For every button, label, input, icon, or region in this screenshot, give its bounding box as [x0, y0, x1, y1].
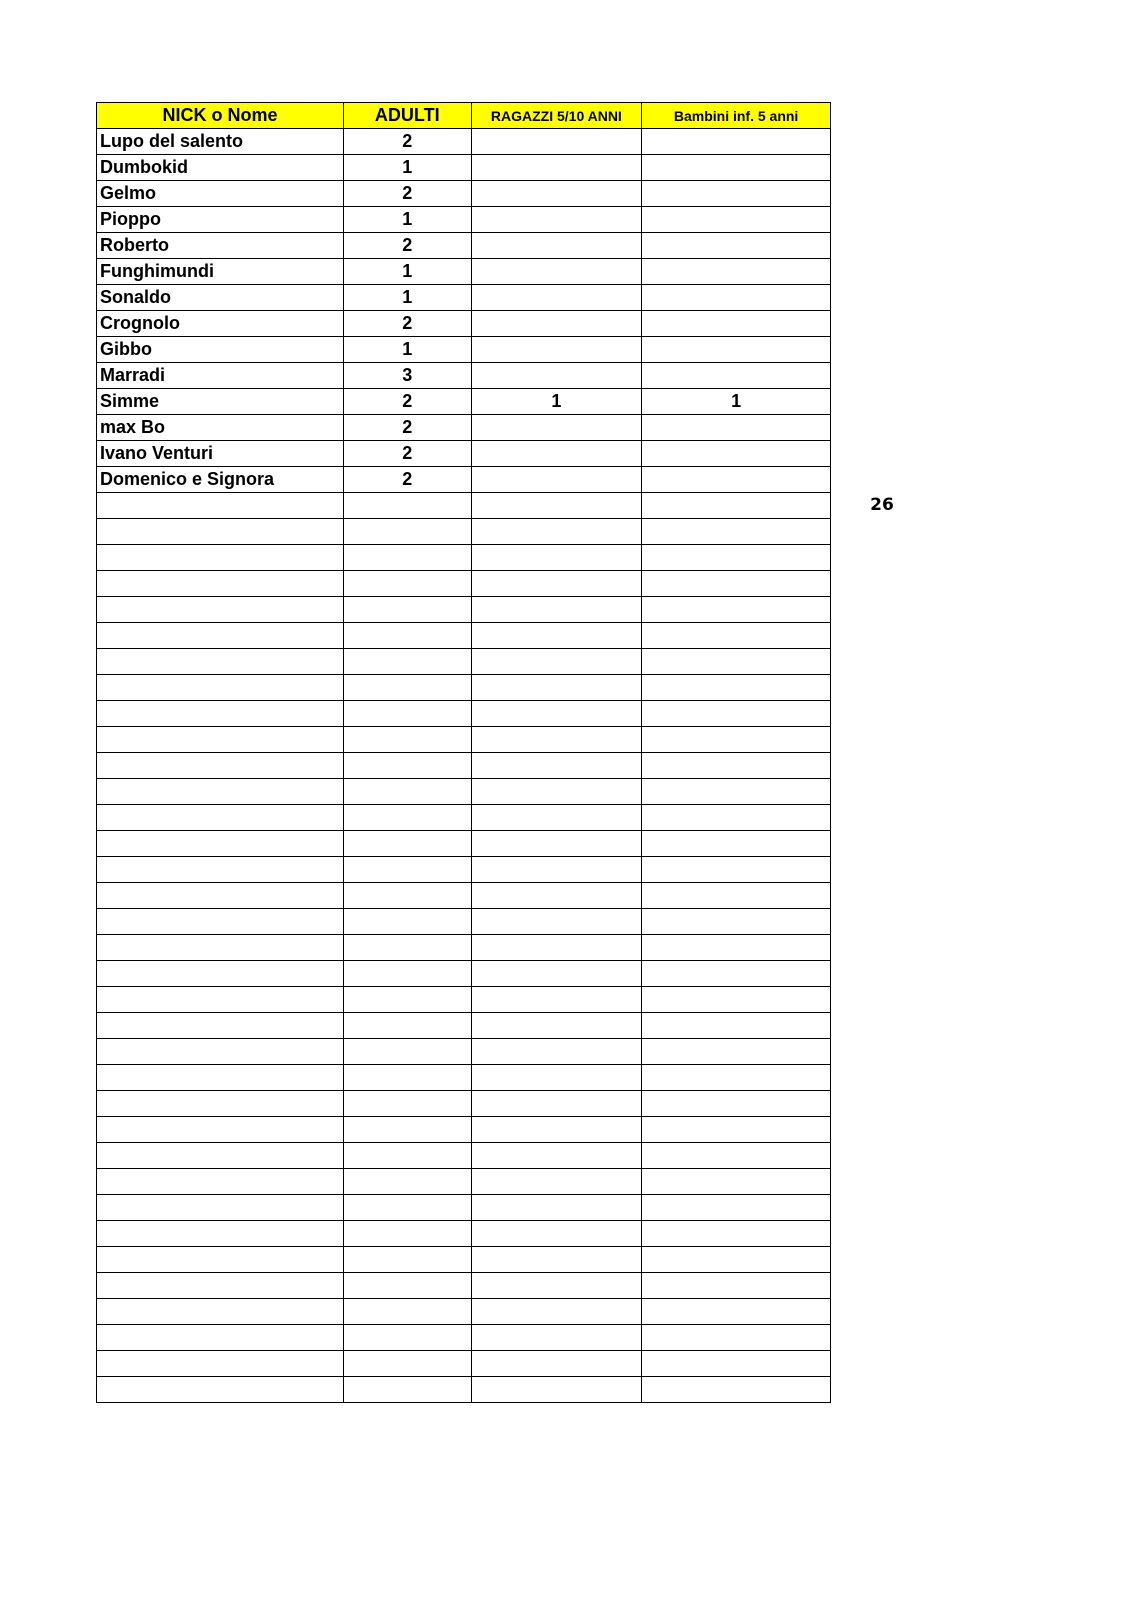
cell-bambini [642, 467, 831, 493]
cell-ragazzi-empty [471, 1221, 642, 1247]
empty-table-row [97, 1065, 831, 1091]
cell-name-empty [97, 1143, 344, 1169]
cell-ragazzi-empty [471, 1195, 642, 1221]
cell-ragazzi [471, 337, 642, 363]
cell-ragazzi [471, 285, 642, 311]
empty-table-row [97, 1273, 831, 1299]
cell-adulti-empty [344, 623, 472, 649]
cell-ragazzi-empty [471, 545, 642, 571]
header-row [97, 103, 831, 129]
empty-table-row [97, 1143, 831, 1169]
cell-ragazzi [471, 155, 642, 181]
cell-name-empty [97, 545, 344, 571]
empty-table-row [97, 1039, 831, 1065]
empty-table-row [97, 1091, 831, 1117]
cell-name-empty [97, 1377, 344, 1403]
cell-bambini-empty [642, 779, 831, 805]
cell-adulti-empty [344, 597, 472, 623]
cell-bambini-empty [642, 1221, 831, 1247]
cell-bambini-empty [642, 805, 831, 831]
cell-name-empty [97, 779, 344, 805]
cell-name: Domenico e Signora [97, 467, 344, 493]
cell-adulti-empty [344, 805, 472, 831]
cell-bambini-empty [642, 1299, 831, 1325]
table-row [97, 415, 831, 441]
cell-ragazzi-empty [471, 1013, 642, 1039]
attendance-table [96, 102, 831, 1403]
cell-bambini-empty [642, 1195, 831, 1221]
cell-adulti-empty [344, 1143, 472, 1169]
cell-name-empty [97, 805, 344, 831]
empty-table-row [97, 545, 831, 571]
cell-adulti-empty [344, 519, 472, 545]
cell-adulti-empty [344, 1065, 472, 1091]
cell-adulti-empty [344, 1039, 472, 1065]
cell-adulti-empty [344, 571, 472, 597]
cell-ragazzi-empty [471, 1117, 642, 1143]
cell-name-empty [97, 675, 344, 701]
cell-ragazzi-empty [471, 623, 642, 649]
cell-bambini-empty [642, 831, 831, 857]
cell-ragazzi-empty [471, 1247, 642, 1273]
cell-bambini-empty [642, 1117, 831, 1143]
cell-ragazzi-empty [471, 1273, 642, 1299]
table-row [97, 337, 831, 363]
cell-bambini-empty [642, 857, 831, 883]
cell-name-empty [97, 701, 344, 727]
cell-name-empty [97, 987, 344, 1013]
cell-bambini [642, 207, 831, 233]
cell-adulti-empty [344, 831, 472, 857]
empty-table-row [97, 493, 831, 519]
cell-adulti-empty [344, 1351, 472, 1377]
cell-name-empty [97, 649, 344, 675]
cell-ragazzi-empty [471, 805, 642, 831]
cell-ragazzi-empty [471, 727, 642, 753]
cell-adulti: 1 [344, 285, 472, 311]
cell-ragazzi [471, 181, 642, 207]
cell-name-empty [97, 831, 344, 857]
cell-adulti-empty [344, 935, 472, 961]
empty-table-row [97, 1325, 831, 1351]
cell-adulti-empty [344, 493, 472, 519]
cell-ragazzi [471, 207, 642, 233]
cell-adulti-empty [344, 1195, 472, 1221]
cell-name-empty [97, 597, 344, 623]
empty-table-row [97, 857, 831, 883]
cell-ragazzi-empty [471, 1143, 642, 1169]
cell-adulti-empty [344, 779, 472, 805]
empty-table-row [97, 831, 831, 857]
cell-name-empty [97, 961, 344, 987]
cell-adulti: 1 [344, 207, 472, 233]
table-row [97, 207, 831, 233]
cell-ragazzi-empty [471, 961, 642, 987]
empty-table-row [97, 1169, 831, 1195]
empty-table-row [97, 1247, 831, 1273]
cell-bambini-empty [642, 727, 831, 753]
cell-ragazzi-empty [471, 1299, 642, 1325]
cell-ragazzi-empty [471, 857, 642, 883]
cell-ragazzi-empty [471, 909, 642, 935]
cell-ragazzi-empty [471, 1065, 642, 1091]
cell-ragazzi-empty [471, 493, 642, 519]
cell-ragazzi-empty [471, 1325, 642, 1351]
cell-adulti-empty [344, 545, 472, 571]
empty-table-row [97, 519, 831, 545]
header-adulti: ADULTI [344, 103, 472, 129]
cell-bambini-empty [642, 909, 831, 935]
cell-bambini-empty [642, 675, 831, 701]
empty-table-row [97, 1221, 831, 1247]
cell-adulti-empty [344, 1169, 472, 1195]
cell-name: Crognolo [97, 311, 344, 337]
empty-table-row [97, 1195, 831, 1221]
cell-bambini-empty [642, 1143, 831, 1169]
cell-name-empty [97, 909, 344, 935]
cell-ragazzi-empty [471, 571, 642, 597]
cell-adulti-empty [344, 961, 472, 987]
cell-bambini-empty [642, 961, 831, 987]
cell-bambini-empty [642, 571, 831, 597]
table-row [97, 155, 831, 181]
cell-bambini-empty [642, 1091, 831, 1117]
empty-table-row [97, 571, 831, 597]
cell-bambini-empty [642, 493, 831, 519]
cell-name: Funghimundi [97, 259, 344, 285]
cell-bambini [642, 311, 831, 337]
empty-table-row [97, 675, 831, 701]
table-row [97, 363, 831, 389]
cell-bambini [642, 337, 831, 363]
empty-table-row [97, 961, 831, 987]
cell-ragazzi [471, 311, 642, 337]
header-nick-nome: NICK o Nome [97, 103, 344, 129]
cell-bambini [642, 285, 831, 311]
cell-ragazzi-empty [471, 649, 642, 675]
cell-adulti-empty [344, 1013, 472, 1039]
cell-ragazzi [471, 415, 642, 441]
header-ragazzi: RAGAZZI 5/10 ANNI [471, 103, 642, 129]
cell-adulti: 2 [344, 129, 472, 155]
cell-name: Dumbokid [97, 155, 344, 181]
cell-adulti: 2 [344, 415, 472, 441]
cell-bambini-empty [642, 987, 831, 1013]
table-row [97, 129, 831, 155]
cell-name: Lupo del salento [97, 129, 344, 155]
cell-name: Gibbo [97, 337, 344, 363]
cell-name: Roberto [97, 233, 344, 259]
cell-bambini-empty [642, 1377, 831, 1403]
cell-name: Sonaldo [97, 285, 344, 311]
cell-name-empty [97, 1013, 344, 1039]
cell-bambini-empty [642, 1247, 831, 1273]
cell-name-empty [97, 623, 344, 649]
cell-name: max Bo [97, 415, 344, 441]
empty-table-row [97, 649, 831, 675]
cell-adulti: 3 [344, 363, 472, 389]
cell-name-empty [97, 753, 344, 779]
cell-name-empty [97, 727, 344, 753]
table-row [97, 389, 831, 415]
cell-bambini [642, 155, 831, 181]
cell-bambini-empty [642, 1039, 831, 1065]
cell-adulti-empty [344, 883, 472, 909]
cell-bambini-empty [642, 753, 831, 779]
cell-adulti: 1 [344, 155, 472, 181]
cell-bambini [642, 363, 831, 389]
cell-name-empty [97, 1221, 344, 1247]
table-row [97, 441, 831, 467]
cell-ragazzi-empty [471, 1091, 642, 1117]
cell-ragazzi [471, 233, 642, 259]
cell-bambini [642, 259, 831, 285]
cell-adulti-empty [344, 1091, 472, 1117]
cell-bambini [642, 415, 831, 441]
empty-table-row [97, 727, 831, 753]
empty-table-row [97, 597, 831, 623]
cell-ragazzi: 1 [471, 389, 642, 415]
cell-bambini-empty [642, 597, 831, 623]
total-count: 26 [870, 495, 894, 515]
cell-name: Ivano Venturi [97, 441, 344, 467]
cell-adulti: 2 [344, 233, 472, 259]
cell-bambini-empty [642, 649, 831, 675]
table-row [97, 467, 831, 493]
cell-name-empty [97, 1117, 344, 1143]
cell-ragazzi-empty [471, 753, 642, 779]
cell-adulti-empty [344, 753, 472, 779]
cell-name-empty [97, 571, 344, 597]
table-row [97, 181, 831, 207]
cell-name: Pioppo [97, 207, 344, 233]
cell-adulti-empty [344, 1377, 472, 1403]
empty-table-row [97, 909, 831, 935]
cell-name-empty [97, 1039, 344, 1065]
cell-adulti: 2 [344, 311, 472, 337]
empty-table-row [97, 1299, 831, 1325]
cell-name-empty [97, 1065, 344, 1091]
cell-adulti-empty [344, 1221, 472, 1247]
cell-name-empty [97, 1325, 344, 1351]
cell-adulti-empty [344, 649, 472, 675]
cell-adulti: 1 [344, 337, 472, 363]
cell-name-empty [97, 519, 344, 545]
cell-name-empty [97, 1247, 344, 1273]
empty-table-row [97, 701, 831, 727]
empty-table-row [97, 753, 831, 779]
cell-ragazzi [471, 441, 642, 467]
cell-adulti: 1 [344, 259, 472, 285]
cell-bambini [642, 129, 831, 155]
cell-bambini-empty [642, 1273, 831, 1299]
empty-table-row [97, 1377, 831, 1403]
cell-adulti-empty [344, 1299, 472, 1325]
empty-table-row [97, 1117, 831, 1143]
cell-adulti-empty [344, 987, 472, 1013]
cell-ragazzi [471, 259, 642, 285]
cell-bambini-empty [642, 1325, 831, 1351]
empty-table-row [97, 987, 831, 1013]
cell-adulti: 2 [344, 441, 472, 467]
cell-adulti-empty [344, 857, 472, 883]
cell-bambini: 1 [642, 389, 831, 415]
table-body [97, 129, 831, 1403]
table-row [97, 285, 831, 311]
cell-adulti: 2 [344, 467, 472, 493]
cell-ragazzi-empty [471, 675, 642, 701]
empty-table-row [97, 935, 831, 961]
empty-table-row [97, 623, 831, 649]
cell-name-empty [97, 1091, 344, 1117]
cell-bambini-empty [642, 935, 831, 961]
cell-name-empty [97, 1299, 344, 1325]
cell-ragazzi-empty [471, 1169, 642, 1195]
table-row [97, 233, 831, 259]
cell-name-empty [97, 1351, 344, 1377]
cell-bambini-empty [642, 1065, 831, 1091]
cell-adulti: 2 [344, 389, 472, 415]
cell-adulti-empty [344, 1247, 472, 1273]
cell-bambini [642, 441, 831, 467]
cell-adulti-empty [344, 909, 472, 935]
cell-adulti-empty [344, 1325, 472, 1351]
cell-name-empty [97, 857, 344, 883]
cell-ragazzi-empty [471, 883, 642, 909]
cell-ragazzi-empty [471, 1351, 642, 1377]
header-bambini: Bambini inf. 5 anni [642, 103, 831, 129]
empty-table-row [97, 1013, 831, 1039]
cell-ragazzi-empty [471, 597, 642, 623]
cell-adulti-empty [344, 701, 472, 727]
cell-adulti-empty [344, 727, 472, 753]
cell-name-empty [97, 1195, 344, 1221]
cell-ragazzi-empty [471, 1039, 642, 1065]
empty-table-row [97, 1351, 831, 1377]
empty-table-row [97, 779, 831, 805]
cell-bambini-empty [642, 545, 831, 571]
cell-bambini-empty [642, 1169, 831, 1195]
cell-ragazzi-empty [471, 831, 642, 857]
cell-name: Gelmo [97, 181, 344, 207]
cell-ragazzi [471, 129, 642, 155]
cell-ragazzi-empty [471, 701, 642, 727]
cell-bambini-empty [642, 519, 831, 545]
cell-ragazzi-empty [471, 519, 642, 545]
cell-ragazzi-empty [471, 935, 642, 961]
cell-name-empty [97, 1169, 344, 1195]
cell-bambini-empty [642, 701, 831, 727]
cell-name-empty [97, 493, 344, 519]
cell-name-empty [97, 1273, 344, 1299]
cell-bambini [642, 233, 831, 259]
cell-bambini-empty [642, 883, 831, 909]
cell-adulti-empty [344, 675, 472, 701]
cell-bambini-empty [642, 623, 831, 649]
table-row [97, 259, 831, 285]
empty-table-row [97, 883, 831, 909]
cell-name-empty [97, 935, 344, 961]
cell-bambini [642, 181, 831, 207]
cell-ragazzi [471, 467, 642, 493]
cell-name: Marradi [97, 363, 344, 389]
cell-ragazzi-empty [471, 1377, 642, 1403]
cell-name-empty [97, 883, 344, 909]
cell-bambini-empty [642, 1351, 831, 1377]
cell-bambini-empty [642, 1013, 831, 1039]
cell-adulti: 2 [344, 181, 472, 207]
cell-ragazzi [471, 363, 642, 389]
cell-name: Simme [97, 389, 344, 415]
cell-adulti-empty [344, 1273, 472, 1299]
cell-ragazzi-empty [471, 779, 642, 805]
table-row [97, 311, 831, 337]
cell-adulti-empty [344, 1117, 472, 1143]
cell-ragazzi-empty [471, 987, 642, 1013]
empty-table-row [97, 805, 831, 831]
